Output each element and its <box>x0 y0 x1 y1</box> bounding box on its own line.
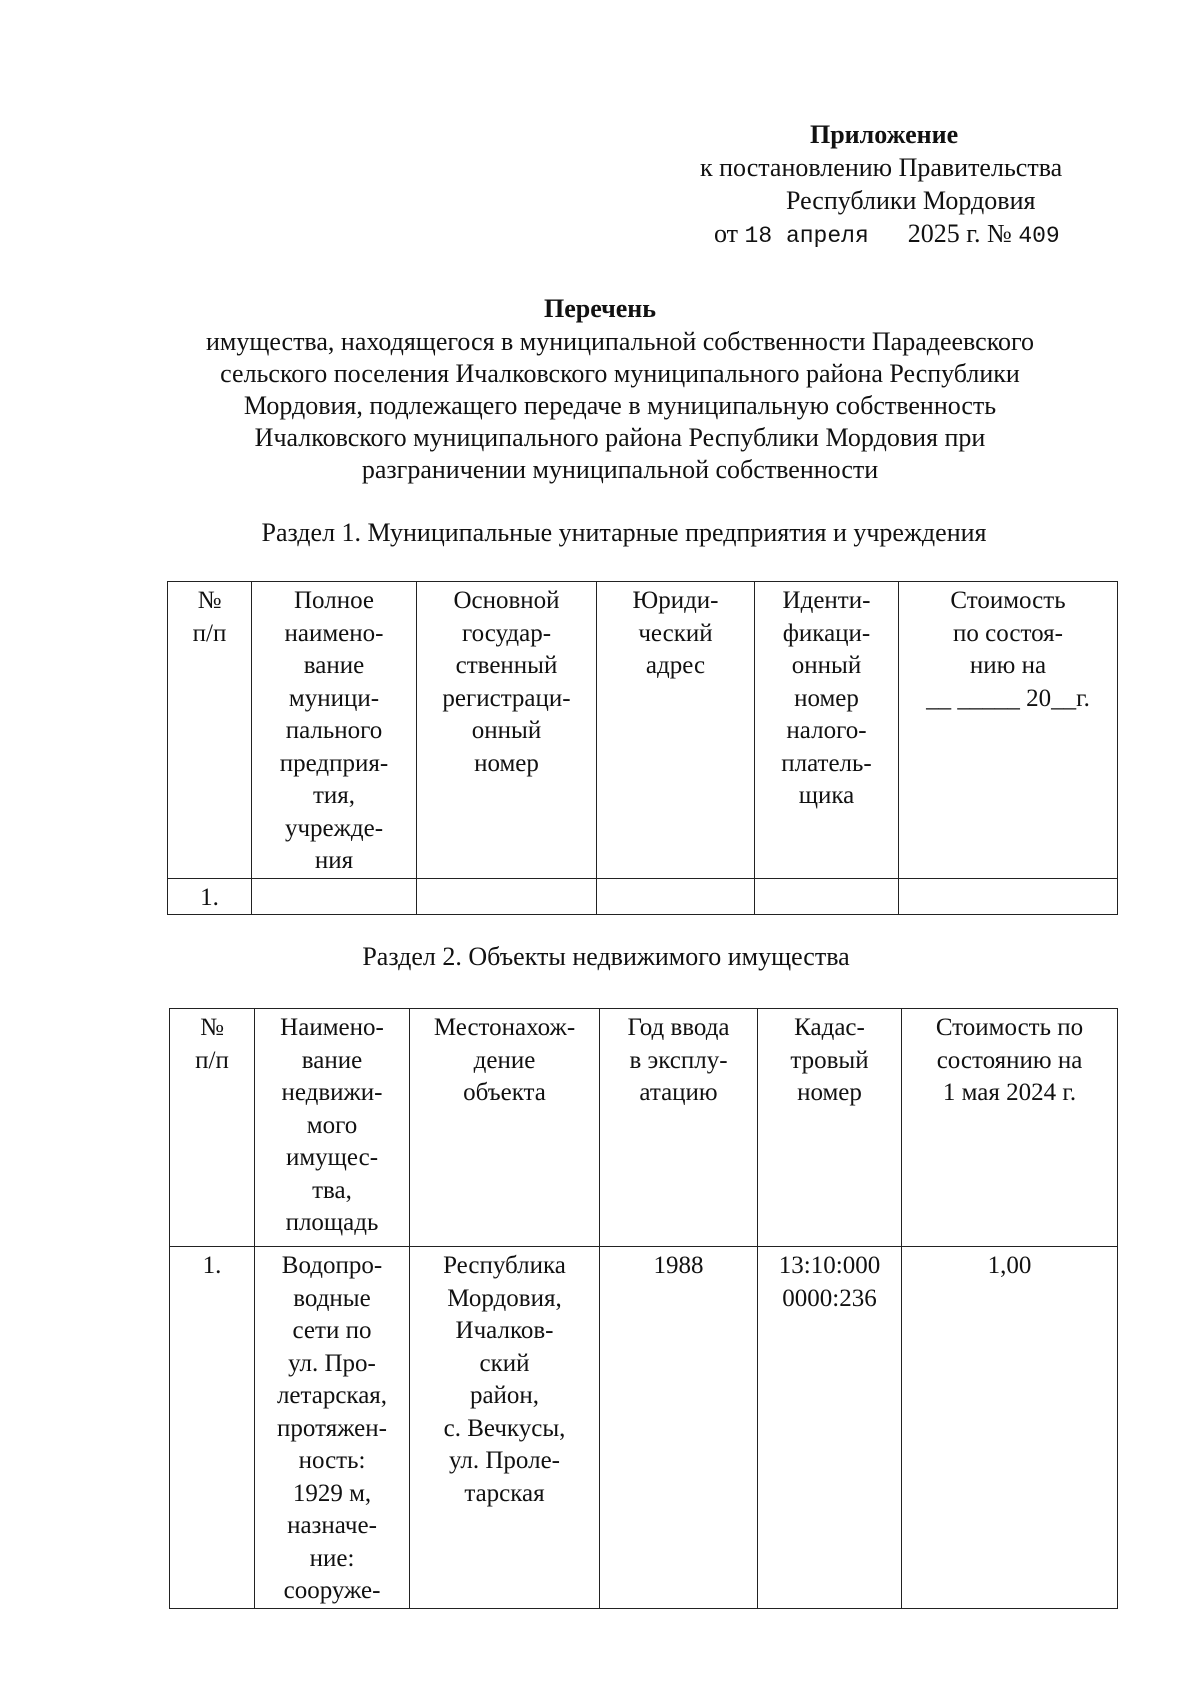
table-row <box>170 1247 1118 1609</box>
document-title: Перечень <box>543 294 657 323</box>
header-cell-cost: Стоимость по состоя- нию на __ _____ 20__г. <box>899 582 1118 879</box>
cell-ogrn <box>417 878 597 915</box>
header-cell-number: № п/п <box>170 1009 255 1247</box>
table-row <box>168 878 1118 915</box>
cell-number: 1. <box>170 1247 255 1609</box>
cell-cadastral-number: 13:10:000 0000:236 <box>758 1247 902 1609</box>
document-description <box>160 326 1080 486</box>
appendix-line-republic: Республики Мордовия <box>786 186 1036 215</box>
appendix-title: Приложение <box>810 120 959 149</box>
cell-number: 1. <box>168 878 252 915</box>
cell-legal-address <box>597 878 755 915</box>
header-cell-commission-year: Год ввода в эксплу- атацию <box>600 1009 758 1247</box>
header-cell-cost: Стоимость по состоянию на 1 мая 2024 г. <box>902 1009 1118 1247</box>
description-line: разграничении муниципальной собственности <box>361 455 879 484</box>
header-cell-cadastral-number: Кадас- тровый номер <box>758 1009 902 1247</box>
cell-cost: 1,00 <box>902 1247 1118 1609</box>
date-prefix: от <box>714 219 739 248</box>
description-line: сельского поселения Ичалковского муниципального района Республики <box>220 359 1020 388</box>
header-cell-legal-address: Юриди- ческий адрес <box>597 582 755 879</box>
description-line: Ичалковского муниципального района Республики Мордовия при <box>254 423 986 452</box>
header-cell-property-name: Наимено- вание недвижи- мого имущес- тва, площадь <box>255 1009 410 1247</box>
section1-table <box>167 581 1118 915</box>
date-value: 18 апреля <box>744 223 869 249</box>
appendix-date-line <box>660 217 1130 253</box>
description-line: Мордовия, подлежащего передаче в муниципальную собственность <box>243 391 997 420</box>
cell-inn <box>755 878 899 915</box>
cell-location: Республика Мордовия, Ичалков- ский район, с. Вечкусы, ул. Проле- тарская <box>410 1247 600 1609</box>
cell-property-name: Водопро- водные сети по ул. Про- летарская, протяжен- ность: 1929 м, назначе- ние: сооруже- <box>255 1247 410 1609</box>
header-cell-ogrn: Основной государ- ственный регистраци- онный номер <box>417 582 597 879</box>
section2-table <box>169 1008 1118 1609</box>
header-cell-inn: Иденти- фикаци- онный номер налого- платель- щика <box>755 582 899 879</box>
table-header-row <box>170 1009 1118 1247</box>
section2-title: Раздел 2. Объекты недвижимого имущества <box>362 942 850 971</box>
section1-title: Раздел 1. Муниципальные унитарные предприятия и учреждения <box>261 518 987 547</box>
year-number-label: 2025 г. № <box>907 219 1012 248</box>
resolution-number: 409 <box>1018 223 1060 249</box>
header-cell-number: № п/п <box>168 582 252 879</box>
header-cell-location: Местонахож- дение объекта <box>410 1009 600 1247</box>
appendix-line-resolution: к постановлению Правительства <box>700 153 1063 182</box>
cell-full-name <box>252 878 417 915</box>
description-line: имущества, находящегося в муниципальной собственности Парадеевского <box>205 327 1035 356</box>
header-cell-full-name: Полное наимено- вание муници- пального предприя- тия, учрежде- ния <box>252 582 417 879</box>
cell-commission-year: 1988 <box>600 1247 758 1609</box>
appendix-header <box>660 118 1130 253</box>
table-header-row <box>168 582 1118 879</box>
cell-cost <box>899 878 1118 915</box>
